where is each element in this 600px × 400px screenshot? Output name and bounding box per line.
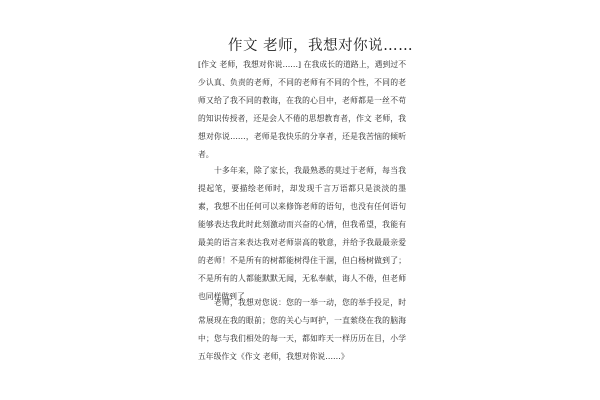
- document-page: [198, 0, 414, 400]
- document-title: 作文 老师，我想对你说……: [228, 38, 414, 54]
- paragraph-1: [198, 56, 406, 164]
- paragraph-3: 老师，我想对您说：您的一举一动，您的举手投足，时常展现在我的眼前；您的关心与呵护，一直萦绕在我的脑海中；您与我们相处的每一天，都如昨天一样历历在目，小学五年级作文《作文 老师，我想对你说……》: [198, 298, 406, 361]
- paragraph-1-reference: [作文 老师，我想对你说……]: [198, 60, 302, 69]
- paragraph-2: 十多年来，除了家长，我最熟悉的莫过于老师，每当我提起笔，要描绘老师时，却发现千言万语都只是淡淡的墨素，我想不出任何可以来修饰老师的语句，也没有任何语句能够表达我此时此刻激动而兴奋的心情，但我希望，我能有最美的语言来表达我对老师崇高的敬意，并给予我最最亲爱的老师！不是所有的树都能树得住干涸，但白杨树做到了；不是所有的人都能默默无闻，无私奉献，诲人不倦，但老师也同样做到了: [198, 166, 406, 301]
- paragraph-1-text: 在我成长的道路上，遇到过不少认真、负责的老师，不同的老师有不同的个性，不同的老师又给了我不同的教诲，在我的心目中，老师都是一丝不苟的知识传授者，还是会人不倦的思想教育者，作文 老师，我想对你说……，老师是我快乐的分享者，还是我苦恼的倾听者。: [198, 60, 407, 159]
